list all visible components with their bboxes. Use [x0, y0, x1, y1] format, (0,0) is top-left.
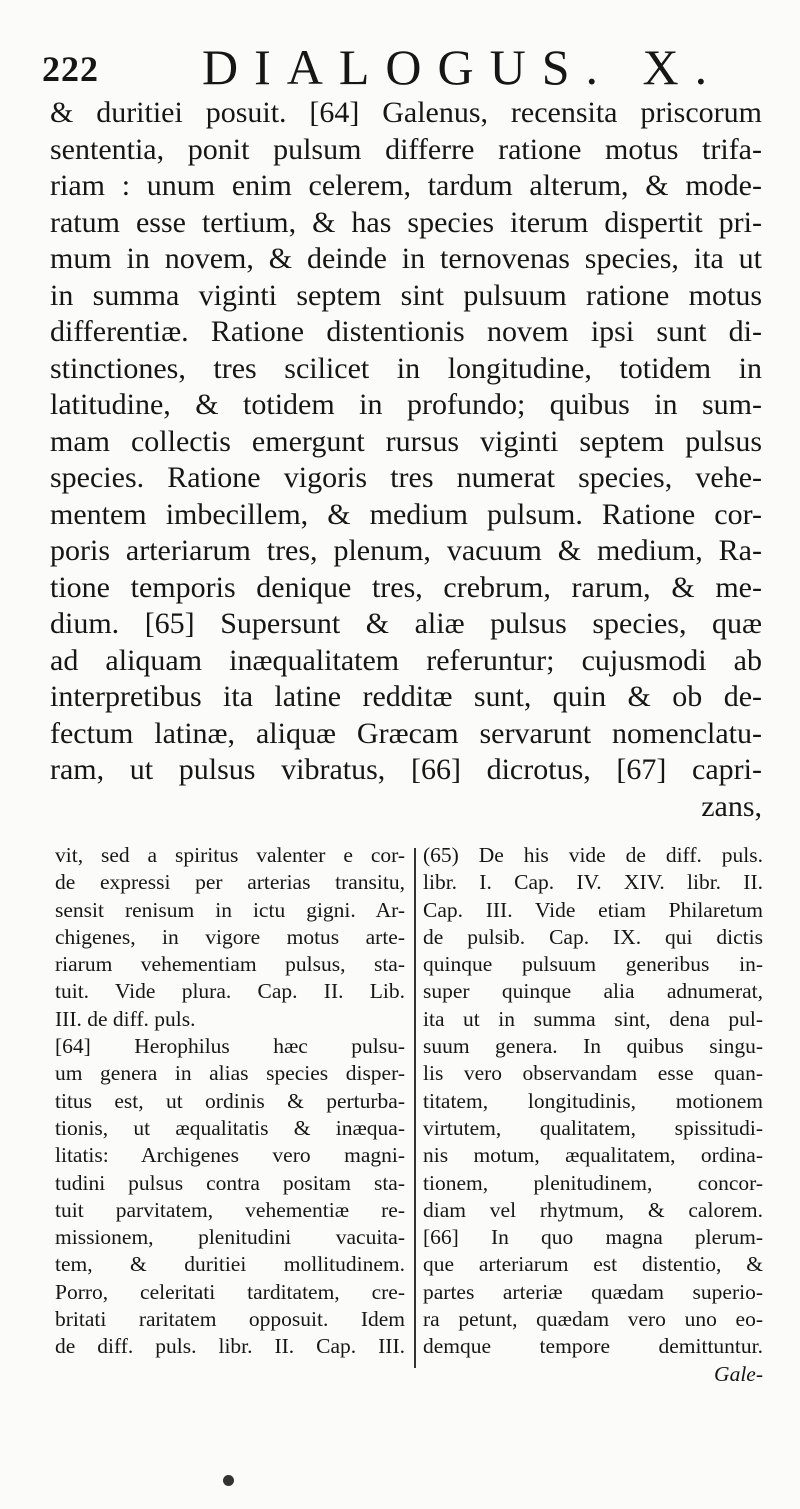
- footnote-line: de pulsib. Cap. IX. qui dictis: [423, 924, 763, 949]
- footnote-line: super quinque alia adnumerat,: [423, 979, 763, 1004]
- catchword: Gale-: [714, 1361, 763, 1386]
- text-line: & duritiei posuit. [64] Galenus, recensita priscorum: [50, 96, 762, 129]
- footnote-line: missionem, plenitudini vacuita-: [55, 1225, 405, 1250]
- footnote-line: tuit parvitatem, vehementiæ re-: [55, 1197, 405, 1222]
- main-text: [50, 95, 762, 825]
- footnote-line: tuit. Vide plura. Cap. II. Lib.: [55, 979, 405, 1004]
- text-line: poris arteriarum tres, plenum, vacuum & medium, Ra-: [50, 534, 762, 567]
- text-line: species. Ratione vigoris tres numerat species, vehe-: [50, 461, 762, 494]
- footnote-line: tem, & duritiei mollitudinem.: [55, 1252, 405, 1277]
- page-number: 222: [42, 49, 99, 89]
- footnote-line: suum genera. In quibus singu-: [423, 1034, 763, 1059]
- text-line: differentiæ. Ratione distentionis novem ipsi sunt di-: [50, 315, 762, 348]
- footnote-line: diam vel rhytmum, & calorem.: [423, 1197, 763, 1222]
- text-line: sententia, ponit pulsum differre ratione motus trifa-: [50, 132, 762, 166]
- text-line: mum in novem, & deinde in ternovenas species, ita ut: [50, 242, 762, 275]
- text-line: stinctiones, tres scilicet in longitudine, totidem in: [50, 351, 762, 385]
- text-line: mentem imbecillem, & medium pulsum. Ratione cor-: [50, 497, 762, 531]
- running-head: [42, 30, 762, 95]
- text-line: dium. [65] Supersunt & aliæ pulsus species, quæ: [50, 607, 762, 640]
- catchword: zans,: [701, 789, 762, 823]
- footnotes-left-column: [55, 842, 405, 1361]
- text-line: mam collectis emergunt rursus viginti septem pulsus: [50, 424, 762, 458]
- footnote-line: quinque pulsuum generibus in-: [423, 952, 763, 977]
- column-rule: [414, 848, 416, 1368]
- footnote-line: Porro, celeritati tarditatem, cre-: [55, 1279, 405, 1304]
- footnote-line: um genera in alias species disper-: [55, 1061, 405, 1086]
- footnote-line: vit, sed a spiritus valenter e cor-: [55, 843, 405, 867]
- footnote-line: sensit renisum in ictu gigni. Ar-: [55, 897, 405, 922]
- footnote-line: ra petunt, quædam vero uno eo-: [423, 1307, 763, 1332]
- footnote-line: libr. I. Cap. IV. XIV. libr. II.: [423, 870, 763, 895]
- footnote-line: tionis, ut æqualitatis & inæqua-: [55, 1115, 405, 1140]
- footnote-line: virtutem, qualitatem, spissitudi-: [423, 1115, 763, 1140]
- text-line: ram, ut pulsus vibratus, [66] dicrotus, [67] capri-: [50, 753, 762, 786]
- footnote-line: [66] In quo magna plerum-: [423, 1225, 763, 1250]
- footnote-line: ita ut in summa sint, dena pul-: [423, 1006, 763, 1031]
- footnotes-right-column: [423, 842, 763, 1388]
- text-line: tione temporis denique tres, crebrum, rarum, & me-: [50, 570, 762, 604]
- text-line: riam : unum enim celerem, tardum alterum, & mode-: [50, 169, 762, 202]
- text-line: latitudine, & totidem in profundo; quibus in sum-: [50, 388, 762, 421]
- text-line: fectum latinæ, aliquæ Græcam servarunt nomenclatu-: [50, 716, 762, 750]
- running-title: DIALOGUS. X.: [202, 39, 724, 95]
- footnote-line: tudini pulsus contra positam sta-: [55, 1170, 405, 1195]
- footnote-line: [64] Herophilus hæc pulsu-: [55, 1034, 405, 1059]
- ink-dot: [223, 1475, 234, 1486]
- footnote-line: que arteriarum est distentio, &: [423, 1252, 763, 1277]
- footnote-line: titatem, longitudinis, motionem: [423, 1088, 763, 1113]
- footnote-line: lis vero observandam esse quan-: [423, 1061, 763, 1086]
- footnote-line: (65) De his vide de diff. puls.: [423, 843, 763, 867]
- footnote-line: de diff. puls. libr. II. Cap. III.: [55, 1334, 405, 1359]
- text-line: in summa viginti septem sint pulsuum ratione motus: [50, 278, 762, 312]
- footnote-line: britati raritatem opposuit. Idem: [55, 1307, 405, 1332]
- text-line: ad aliquam inæqualitatem referuntur; cujusmodi ab: [50, 643, 762, 677]
- footnote-line: de expressi per arterias transitu,: [55, 870, 405, 895]
- text-line: interpretibus ita latine redditæ sunt, quin & ob de-: [50, 680, 762, 713]
- footnote-line: nis motum, æqualitatem, ordina-: [423, 1143, 763, 1168]
- footnote-line: partes arteriæ quædam superio-: [423, 1279, 763, 1304]
- footnote-line: litatis: Archigenes vero magni-: [55, 1143, 405, 1168]
- footnote-line: riarum vehementiam pulsus, sta-: [55, 952, 405, 977]
- footnote-line: III. de diff. puls.: [55, 1006, 196, 1031]
- footnote-line: demque tempore demittuntur.: [423, 1334, 763, 1359]
- text-line: ratum esse tertium, & has species iterum dispertit pri-: [50, 205, 762, 239]
- footnote-line: tionem, plenitudinem, concor-: [423, 1170, 763, 1195]
- footnote-line: titus est, ut ordinis & perturba-: [55, 1088, 405, 1113]
- footnote-line: chigenes, in vigore motus arte-: [55, 924, 405, 949]
- footnote-line: Cap. III. Vide etiam Philaretum: [423, 897, 763, 922]
